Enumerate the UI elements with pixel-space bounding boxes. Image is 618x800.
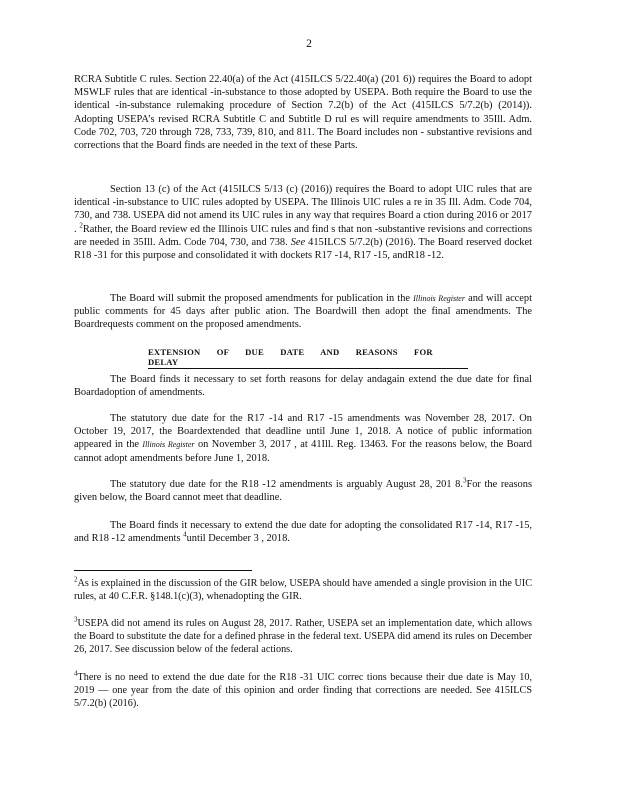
footnote-4 [74, 671, 532, 711]
footnote-text: There is no need to extend the due date for the R18 -31 UIC correc tions because their due date is May 10, 2019 — one year from the date of this opinion and order finding that corrections are needed. See 415ILCS 5/7.2(b) (2016). [74, 672, 532, 710]
citation-signal: See [290, 236, 306, 248]
footnote-ref-4: 4 [183, 530, 187, 539]
paragraph-text: until December 3 , 2018. [186, 533, 290, 545]
paragraph-delay-intro [74, 373, 532, 399]
paragraph-publication [74, 292, 532, 332]
footnote-ref-2: 2 [79, 221, 83, 230]
section-heading: EXTENSION OF DUE DATE AND REASONS FOR DELAY [148, 347, 468, 369]
paragraph-text: on November 3, 2017 , at 41Ill. Reg. 13463. For the reasons below, the Board cannot adopt amendments before June 1, 2018. [74, 439, 533, 464]
footnote-divider [74, 570, 252, 571]
paragraph-text: RCRA Subtitle C rules. Section 22.40(a) of the Act (415ILCS 5/22.40(a) (201 6)) requires the Board to adopt MSWLF rules that are identical -in-substance to those adopted by USEPA. Both require the Board to use the identical -in-substance rulemaking procedure of Section 7.2(b) of the Act (415ILCS 5/7.2(b) (2014)). Adopting USEPA’s revised RCRA Subtitle C and Subtitle D rul es will require amendments to 35Ill. Adm. Code 702, 703, 720 through 728, 733, 739, 810, and 811. The Board includes non - substantive revisions and corrections that the Board finds are needed in the text of these Parts. [74, 74, 532, 152]
footnote-2 [74, 577, 532, 603]
publication-name: Illinois Register [413, 294, 465, 303]
footnote-mark: 4 [74, 669, 78, 678]
paragraph-rcra [74, 73, 532, 152]
footnote-text: USEPA did not amend its rules on August 28, 2017. Rather, USEPA set an implementation date, which allows the Board to substitute the date for a defined phrase in the federal text. USEPA did amend its rules on December 26, 2017. See discussion below of the federal actions. [74, 618, 532, 656]
paragraph-text: and will accept public comments for 45 days after public ation. The Boardwill then adopt the final amendments. The Boardrequests comment on the proposed amendments. [74, 293, 532, 331]
publication-name: Illinois Register [142, 440, 195, 450]
paragraph-text: The Board finds it necessary to extend the due date for adopting the consolidated R17 -14, R17 -15, and R18 -12 amendments [74, 520, 532, 545]
paragraph-text: The Board will submit the proposed amendments for publication in the [110, 293, 411, 304]
footnote-3 [74, 617, 532, 657]
paragraph-text: For the reasons given below, the Board cannot meet that deadline. [74, 479, 532, 504]
paragraph-text: 415ILCS 5/7.2(b) (2016). The Board reserved docket R18 -31 for this purpose and consolidated it with dockets R17 -14, R17 -15, andR18 -12. [74, 236, 532, 262]
paragraph-text: The statutory due date for the R17 -14 and R17 -15 amendments was November 28, 2017. On October 19, 2017, the Boardextended that deadline until June 1, 2018. A notice of public information appeared in the [74, 413, 532, 451]
paragraph-text: The statutory due date for the R18 -12 amendments is arguably August 28, 201 8. [110, 479, 463, 490]
paragraph-statutory-due-date-r18 [74, 478, 532, 504]
footnote-text: As is explained in the discussion of the GIR below, USEPA should have amended a single provision in the UIC rules, at 40 C.F.R. §148.1(c)(3), whenadopting the GIR. [74, 578, 532, 603]
paragraph-text: Section 13 (c) of the Act (415ILCS 5/13 (c) (2016)) requires the Board to adopt UIC rules that are identical -in-substance to UIC rules adopted by USEPA. The Illinois UIC rules a re in 35 Ill. Adm. Code 704, 730, and 738. USEPA did not amend its UIC rules in any way that requires Board a ction during 2016 or 2017 . [74, 184, 532, 235]
paragraph-extension [74, 519, 532, 545]
paragraph-text: The Board finds it necessary to set forth reasons for delay andagain extend the due date for final Boardadoption of amendments. [74, 374, 532, 399]
footnote-mark: 3 [74, 615, 78, 624]
paragraph-text: Rather, the Board review ed the Illinois UIC rules and find s that non -substantive revisions and corrections are needed in 35Ill. Adm. Code 704, 730, and 738. [74, 223, 532, 248]
paragraph-statutory-due-date-r17 [74, 412, 532, 465]
page-number: 2 [306, 38, 312, 50]
paragraph-uic [74, 183, 532, 262]
footnote-ref-3: 3 [462, 476, 467, 485]
footnote-mark: 2 [74, 575, 78, 584]
